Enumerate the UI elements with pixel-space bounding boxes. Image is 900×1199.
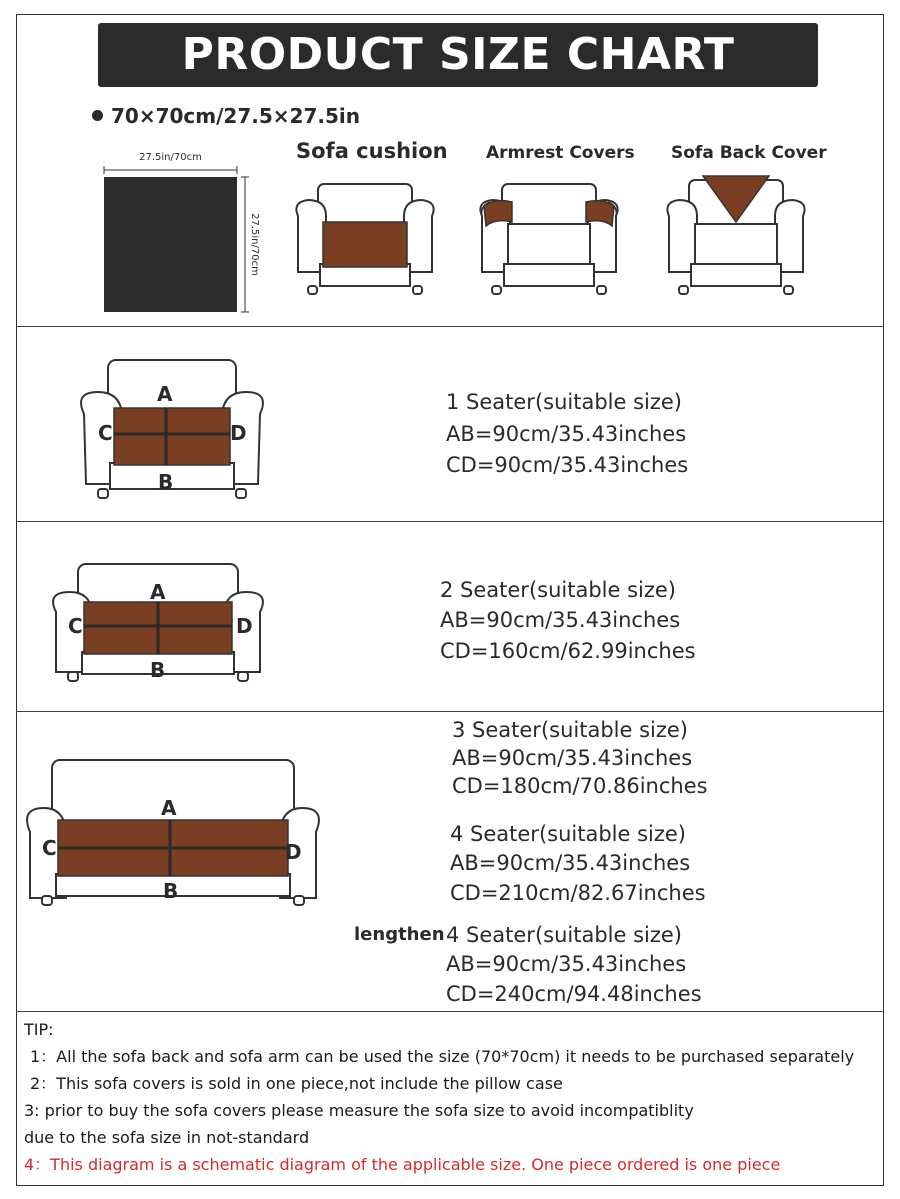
armchair-armrest-diagram <box>474 180 624 295</box>
divider <box>16 326 884 327</box>
bullet-icon <box>92 110 103 121</box>
lengthen-four-seater-name: 4 Seater(suitable size) <box>446 923 682 947</box>
lengthen-four-seater-specs <box>446 921 702 1009</box>
letter-d: D <box>236 614 253 638</box>
tips-section <box>24 1016 884 1178</box>
tip-item: 3: prior to buy the sofa covers please measure the sofa size to avoid incompatiblity <box>24 1101 694 1120</box>
two-seater-ab: AB=90cm/35.43inches <box>440 608 681 633</box>
usage-label-armrest: Armrest Covers <box>486 143 635 163</box>
three-seater-specs <box>452 716 708 800</box>
fabric-swatch <box>104 177 237 312</box>
four-seater-cd: CD=210cm/82.67inches <box>450 880 706 905</box>
tip-item: 1：All the sofa back and sofa arm can be used the size (70*70cm) it needs to be purchased separately <box>30 1047 855 1066</box>
usage-label-cushion: Sofa cushion <box>296 139 448 163</box>
tip-item: due to the sofa size in not-standard <box>24 1128 310 1147</box>
letter-a: A <box>157 382 173 406</box>
letter-a: A <box>161 796 177 820</box>
tip-item-warning: 4：This diagram is a schematic diagram of the applicable size. One piece ordered is one piece <box>24 1155 781 1174</box>
dimension-arrow-top <box>104 166 237 174</box>
armchair-cushion-diagram <box>290 180 440 295</box>
lengthen-four-seater-ab: AB=90cm/35.43inches <box>446 952 687 977</box>
swatch-side-dimension-wrap <box>248 177 262 312</box>
tips-title: TIP: <box>24 1020 54 1039</box>
three-seater-ab: AB=90cm/35.43inches <box>452 746 693 771</box>
divider <box>16 711 884 712</box>
three-seater-name: 3 Seater(suitable size) <box>452 718 688 742</box>
page-title: PRODUCT SIZE CHART <box>98 23 818 87</box>
swatch-top-dimension: 27.5in/70cm <box>139 152 202 163</box>
divider <box>16 521 884 522</box>
one-seater-name: 1 Seater(suitable size) <box>446 390 682 414</box>
letter-c: C <box>42 836 57 860</box>
two-seater-cd: CD=160cm/62.99inches <box>440 638 696 663</box>
one-seater-specs <box>446 387 688 482</box>
letter-c: C <box>68 614 83 638</box>
swatch-side-dimension: 27.5in/70cm <box>249 213 260 276</box>
tip-item: 2：This sofa covers is sold in one piece,not include the pillow case <box>30 1074 563 1093</box>
armchair-back-diagram <box>661 172 811 295</box>
divider <box>16 1011 884 1012</box>
one-seater-ab: AB=90cm/35.43inches <box>446 421 687 446</box>
four-seater-name: 4 Seater(suitable size) <box>450 822 686 846</box>
one-seater-cd: CD=90cm/35.43inches <box>446 453 689 477</box>
lengthen-four-seater-cd: CD=240cm/94.48inches <box>446 981 702 1006</box>
four-seater-specs <box>450 820 706 908</box>
letter-d: D <box>230 421 247 445</box>
letter-a: A <box>150 580 166 604</box>
letter-b: B <box>158 470 174 494</box>
two-seater-specs <box>440 575 696 666</box>
letter-b: B <box>150 658 166 682</box>
letter-b: B <box>163 879 179 903</box>
lengthen-prefix: lengthen <box>354 924 445 945</box>
swatch-size-text: 70×70cm/27.5×27.5in <box>111 104 360 128</box>
two-seater-name: 2 Seater(suitable size) <box>440 578 676 602</box>
four-seater-ab: AB=90cm/35.43inches <box>450 851 691 876</box>
usage-label-back: Sofa Back Cover <box>671 143 827 163</box>
three-seater-cd: CD=180cm/70.86inches <box>452 774 708 799</box>
letter-c: C <box>98 421 113 445</box>
letter-d: D <box>285 840 302 864</box>
swatch-size <box>92 104 360 128</box>
